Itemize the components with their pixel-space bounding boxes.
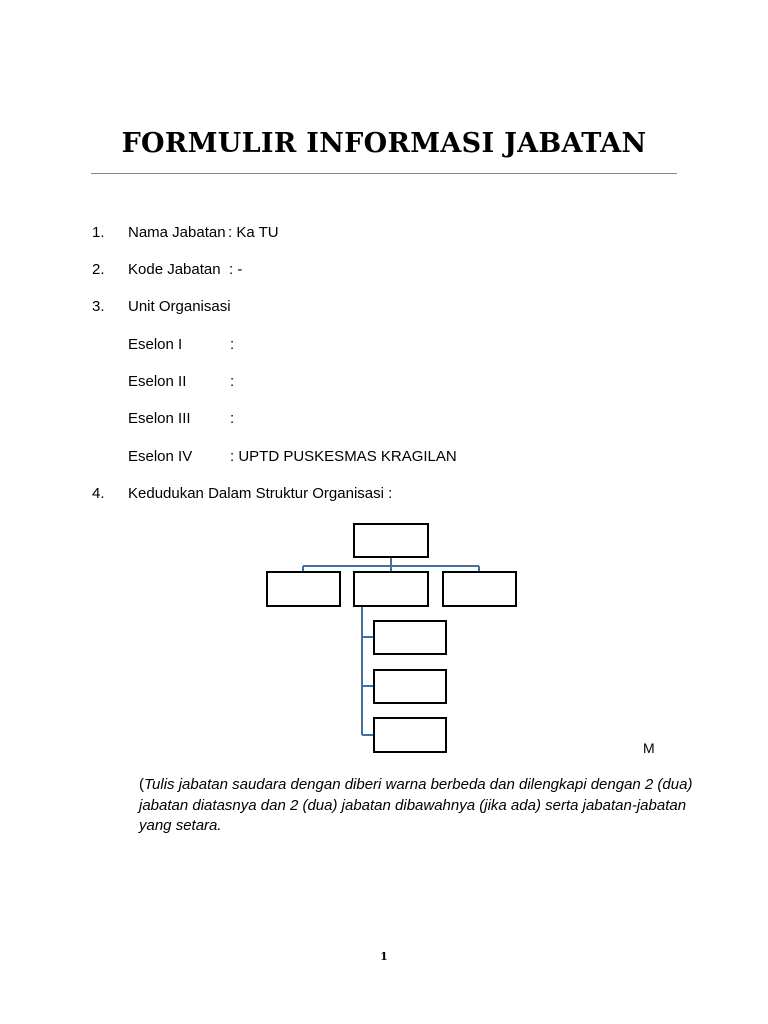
org-box-sub-2 bbox=[374, 670, 446, 703]
item-4-number: 4. bbox=[92, 485, 105, 502]
item-2-value: : - bbox=[229, 261, 243, 278]
instruction-note bbox=[139, 775, 699, 837]
eselon-1-label: Eselon I bbox=[128, 336, 183, 353]
note-open-paren: ( bbox=[139, 776, 144, 793]
form-title: FORMULIR INFORMASI JABATAN bbox=[121, 128, 647, 159]
org-box-mid-right bbox=[443, 572, 516, 606]
item-2-label: Kode Jabatan bbox=[128, 261, 221, 278]
eselon-2-label: Eselon II bbox=[128, 373, 187, 390]
item-3-number: 3. bbox=[92, 298, 105, 315]
org-box-sub-1 bbox=[374, 621, 446, 654]
page-number: 1 bbox=[380, 950, 388, 963]
org-box-mid-left bbox=[267, 572, 340, 606]
item-3-label: Unit Organisasi bbox=[128, 298, 231, 315]
org-box-top bbox=[354, 524, 428, 557]
eselon-1-value: : bbox=[230, 336, 235, 353]
item-1-label: Nama Jabatan bbox=[128, 224, 226, 241]
eselon-4-label: Eselon IV bbox=[128, 448, 193, 465]
item-1-value: : Ka TU bbox=[228, 224, 279, 241]
org-box-mid-center bbox=[354, 572, 428, 606]
item-4-label: Kedudukan Dalam Struktur Organisasi : bbox=[128, 485, 393, 502]
note-text: Tulis jabatan saudara dengan diberi warna berbeda dan dilengkapi dengan 2 (dua) jabatan diatasnya dan 2 (dua) jabatan dibawahnya (jika ada) serta jabatan-jabatan yang setara. bbox=[139, 776, 693, 834]
item-2-number: 2. bbox=[92, 261, 105, 278]
eselon-3-label: Eselon III bbox=[128, 410, 191, 427]
eselon-4-value: : UPTD PUSKESMAS KRAGILAN bbox=[230, 448, 457, 465]
org-box-sub-3 bbox=[374, 718, 446, 752]
eselon-2-value: : bbox=[230, 373, 235, 390]
eselon-3-value: : bbox=[230, 410, 235, 427]
stray-mark: M bbox=[643, 740, 655, 756]
item-1-number: 1. bbox=[92, 224, 105, 241]
